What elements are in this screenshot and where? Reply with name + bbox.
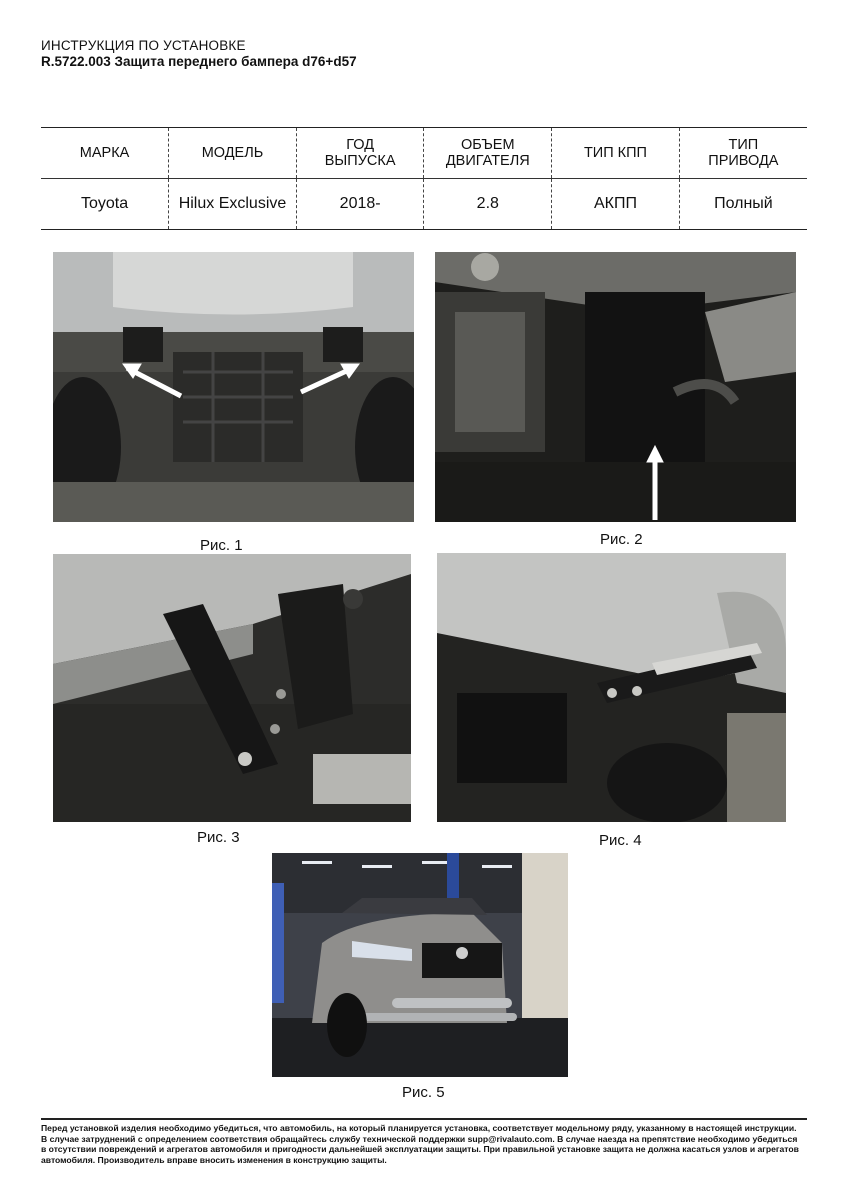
header-cell-drive (679, 128, 807, 179)
figure-4-photo (437, 553, 786, 822)
product-title: R.5722.003 Защита переднего бампера d76+d57 (41, 54, 357, 69)
vehicle-spec-table (41, 127, 807, 230)
header-cell-year-text: ГОД ВЫПУСКА (324, 137, 396, 169)
spec-header-row (41, 128, 807, 179)
value-cell-make: Toyota (41, 179, 169, 230)
figure-3-photo (53, 554, 411, 822)
header-cell-model: МОДЕЛЬ (169, 128, 297, 179)
header-cell-drive-text: ТИП ПРИВОДА (708, 137, 779, 169)
spec-value-row (41, 179, 807, 230)
footer-line-4: автомобиля. Производитель вправе вносить изменения в конструкцию защиты. (41, 1154, 387, 1165)
value-cell-model: Hilux Exclusive (169, 179, 297, 230)
figure-5-photo (272, 853, 568, 1077)
footer-divider (41, 1118, 807, 1120)
header-cell-make: МАРКА (41, 128, 169, 179)
header-cell-gearbox: ТИП КПП (552, 128, 680, 179)
figure-2-photo (435, 252, 796, 522)
document-type-title: ИНСТРУКЦИЯ ПО УСТАНОВКЕ (41, 38, 246, 53)
value-cell-engine: 2.8 (424, 179, 552, 230)
figure-2-caption: Рис. 2 (600, 531, 643, 548)
header-cell-engine-text: ОБЪЕМ ДВИГАТЕЛЯ (445, 137, 530, 169)
value-cell-gearbox: АКПП (552, 179, 680, 230)
figure-5-caption: Рис. 5 (402, 1084, 445, 1101)
figure-1-caption: Рис. 1 (200, 537, 243, 554)
figure-3-caption: Рис. 3 (197, 829, 240, 846)
document-header (41, 38, 357, 70)
value-cell-year: 2018- (296, 179, 424, 230)
footer-line-3: в отсутствии повреждений и агрегатов автомобиля и пригодности дальнейшей эксплуатации защиты. При правильной установке защита не должна касаться узлов и агрегатов (41, 1144, 799, 1154)
header-cell-engine (424, 128, 552, 179)
header-cell-year (296, 128, 424, 179)
footer-line-2: В случае затруднений с определением соответствия обращайтесь службу технической поддержки supp@rivalauto.com. В случае наезда на препятствие необходимо убедиться (41, 1133, 798, 1144)
value-cell-drive: Полный (679, 179, 807, 230)
figure-4-caption: Рис. 4 (599, 832, 642, 849)
footer-disclaimer (41, 1123, 807, 1165)
footer-line-1: Перед установкой изделия необходимо убедиться, что автомобиль, на который планируется установка, соответствует модельному ряду, указанному в настоящей инструкции. (41, 1123, 797, 1133)
figure-1-photo (53, 252, 414, 522)
